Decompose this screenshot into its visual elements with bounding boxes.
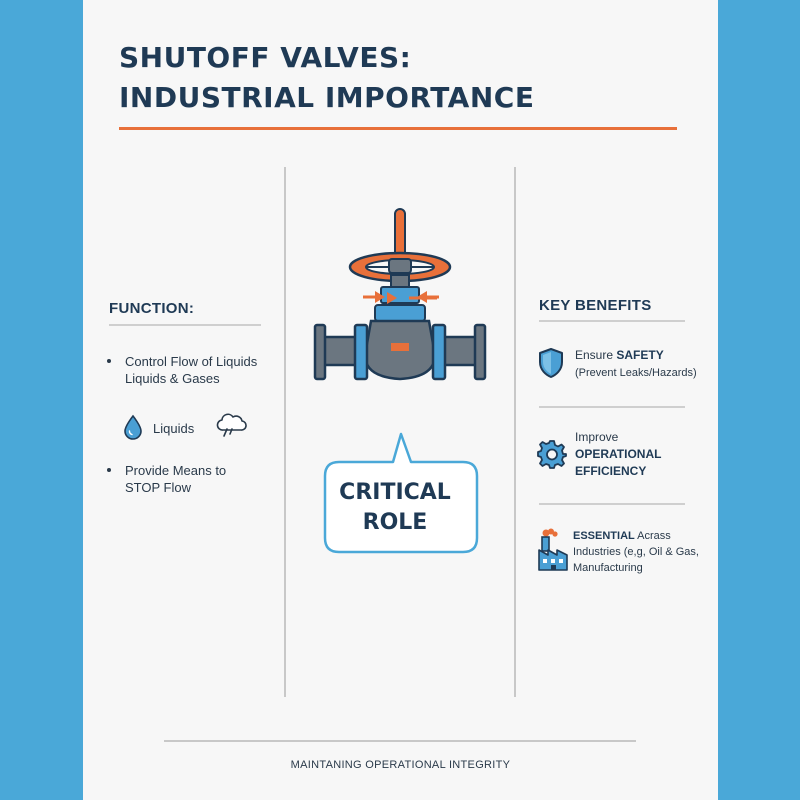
bullet-1-line-1: Control Flow of Liquids — [125, 354, 258, 369]
bullet-1-line-2: Liquids & Gases — [125, 371, 220, 386]
gear-icon — [537, 439, 567, 469]
benefits-heading: KEY BENEFITS — [539, 297, 652, 314]
benefit-2-pre: Improve — [575, 430, 619, 444]
bullet-2-line-2: STOP Flow — [125, 480, 191, 495]
page-title — [119, 38, 679, 118]
benefit-1-pre: Ensure — [575, 348, 617, 362]
benefit-1-sub: (Prevent Leaks/Hazards) — [575, 367, 697, 379]
column-divider-right — [514, 167, 516, 697]
function-heading: FUNCTION: — [109, 300, 195, 317]
factory-icon — [537, 528, 571, 572]
benefit-3-post: Acrass — [634, 530, 671, 542]
benefit-2-strong-1: OPERATIONAL — [575, 447, 662, 461]
benefits-heading-rule — [539, 320, 685, 322]
bullet-dot — [107, 359, 111, 363]
benefits-divider-2 — [539, 503, 685, 505]
callout-line-2: ROLE — [362, 510, 428, 535]
gate-valve-icon — [311, 205, 491, 390]
liquids-label: Liquids — [153, 421, 195, 436]
benefits-divider-1 — [539, 406, 685, 408]
callout-text — [331, 478, 459, 538]
infographic-sheet — [83, 0, 718, 800]
footer-text: MAINTANING OPERATIONAL INTEGRITY — [290, 759, 511, 771]
function-heading-rule — [109, 324, 261, 326]
cloud-icon — [215, 412, 247, 438]
benefit-2-strong-2: EFFICIENCY — [575, 464, 647, 478]
footer-rule — [164, 740, 636, 742]
title-line-2: INDUSTRIAL IMPORTANCE — [119, 81, 535, 114]
liquids-row — [123, 412, 253, 442]
shield-icon — [537, 347, 565, 379]
bullet-2-line-1: Provide Means to — [125, 463, 227, 478]
benefit-3-line-2: Industries (e,g, Oil & Gas, — [573, 546, 699, 558]
bullet-dot — [107, 468, 111, 472]
benefit-3-line-3: Manufacturing — [573, 562, 643, 574]
title-underline — [119, 127, 677, 130]
callout-line-1: CRITICAL — [339, 480, 451, 505]
benefit-1-strong: SAFETY — [616, 348, 664, 362]
water-drop-icon — [123, 414, 143, 440]
title-line-1: SHUTOFF VALVES: — [119, 41, 412, 74]
benefit-3-strong: ESSENTIAL — [573, 530, 635, 542]
column-divider-left — [284, 167, 286, 697]
